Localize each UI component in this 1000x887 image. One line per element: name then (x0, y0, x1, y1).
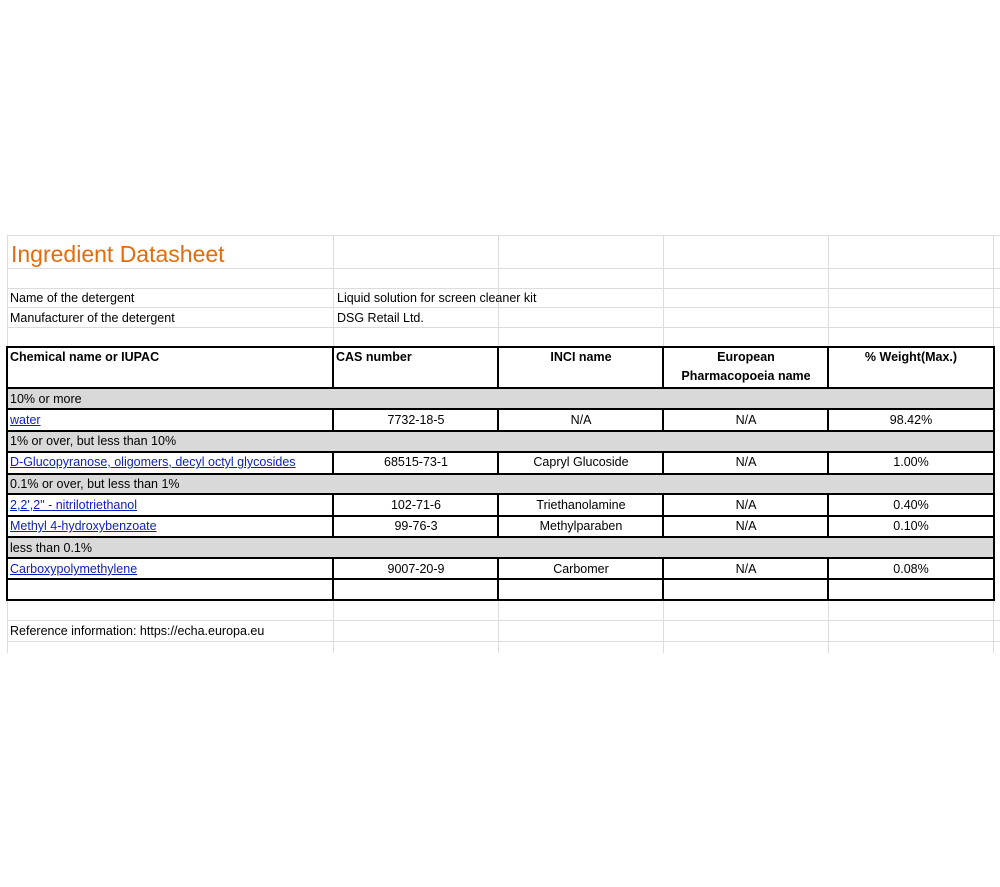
ep-cell: N/A (735, 519, 757, 533)
chemical-link-carboxypolymethylene[interactable]: Carboxypolymethylene (10, 562, 138, 576)
grid-line (7, 641, 1000, 642)
grid-line (7, 288, 1000, 289)
manufacturer-label: Manufacturer of the detergent (10, 311, 175, 325)
grid-line (7, 307, 1000, 308)
chemical-link-methyl-hydroxybenzoate[interactable]: Methyl 4-hydroxybenzoate (10, 519, 157, 533)
grid-line (7, 327, 1000, 328)
weight-cell: 1.00% (893, 455, 929, 469)
cas-cell: 9007-20-9 (387, 562, 445, 576)
table-border (332, 346, 334, 388)
cas-cell: 99-76-3 (394, 519, 438, 533)
table-border (6, 451, 995, 453)
grid-line (7, 235, 1000, 236)
header-weight: % Weight(Max.) (864, 350, 958, 364)
ep-cell: N/A (735, 562, 757, 576)
grid-line (7, 268, 1000, 269)
group-label: 1% or over, but less than 10% (10, 434, 177, 448)
reference-info: Reference information: https://echa.europa.eu (10, 624, 265, 638)
grid-line (7, 620, 1000, 621)
inci-cell: Triethanolamine (536, 498, 626, 512)
header-ep-line1: European (717, 350, 775, 364)
ep-cell: N/A (735, 413, 757, 427)
inci-cell: Carbomer (553, 562, 609, 576)
header-inci: INCI name (550, 350, 612, 364)
header-chemical: Chemical name or IUPAC (10, 350, 160, 364)
weight-cell: 98.42% (889, 413, 933, 427)
table-border (6, 515, 995, 517)
cas-cell: 7732-18-5 (387, 413, 445, 427)
inci-cell: N/A (570, 413, 592, 427)
detergent-name-value: Liquid solution for screen cleaner kit (337, 291, 537, 305)
table-border (6, 557, 995, 559)
table-border (6, 430, 995, 432)
table-border (6, 387, 995, 389)
cas-cell: 102-71-6 (390, 498, 442, 512)
cas-cell: 68515-73-1 (384, 455, 448, 469)
inci-cell: Capryl Glucoside (533, 455, 629, 469)
ep-cell: N/A (735, 498, 757, 512)
table-border (6, 408, 995, 410)
table-border (6, 473, 995, 475)
chemical-link-glucopyranose[interactable]: D-Glucopyranose, oligomers, decyl octyl glycosides (10, 455, 296, 469)
chemical-link-water[interactable]: water (10, 413, 41, 427)
weight-cell: 0.10% (893, 519, 929, 533)
manufacturer-value: DSG Retail Ltd. (337, 311, 424, 325)
table-border (6, 578, 995, 580)
table-border (6, 536, 995, 538)
group-label: 10% or more (10, 392, 82, 406)
group-label: 0.1% or over, but less than 1% (10, 477, 180, 491)
header-cas: CAS number (336, 350, 412, 364)
chemical-link-nitrilotriethanol[interactable]: 2,2',2" - nitrilotriethanol (10, 498, 138, 512)
weight-cell: 0.40% (893, 498, 929, 512)
table-border (6, 493, 995, 495)
header-ep-line2: Pharmacopoeia name (681, 369, 811, 383)
page-title: Ingredient Datasheet (11, 241, 225, 267)
ep-cell: N/A (735, 455, 757, 469)
detergent-name-label: Name of the detergent (10, 291, 135, 305)
inci-cell: Methylparaben (539, 519, 623, 533)
group-label: less than 0.1% (10, 541, 92, 555)
weight-cell: 0.08% (893, 562, 929, 576)
